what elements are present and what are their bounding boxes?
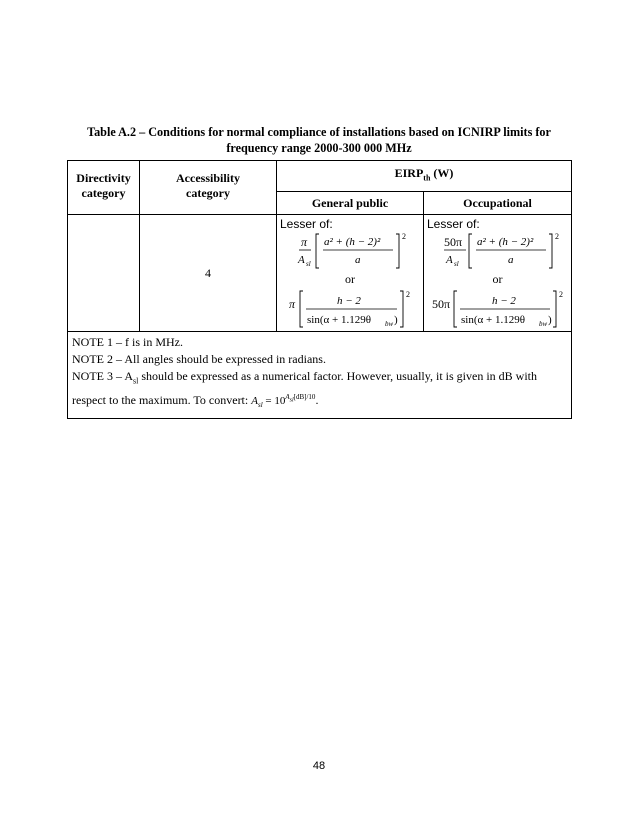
occupational-f1-den-sub: sl [454,260,459,268]
occupational-formula-1 [444,229,570,273]
general-f1-num: a² + (h − 2)² [324,236,381,248]
conversion-end: . [315,393,319,408]
conversion-lhs-sub: sl [257,401,263,410]
occupational-f2-coef: 50π [432,297,451,311]
note-1: NOTE 1 – f is in MHz. [72,335,183,349]
conditions-table [67,160,572,419]
conversion-eq: = 10 [262,395,286,408]
header-accessibility-line1: Accessibility [176,171,240,185]
header-eirp-main: EIRP [394,166,424,180]
occupational-f2-den-sub: bw [539,320,548,328]
conversion-exp-rest: [dB]/10 [293,393,316,402]
occupational-f1-den: a [508,254,514,266]
general-public-cell [277,215,424,332]
note-3-part-a: NOTE 3 – A [72,369,133,383]
caption-line-1: Table A.2 – Conditions for normal compliance of installations based on ICNIRP limits for [87,125,551,139]
general-f1-den: a [355,254,361,266]
header-accessibility-category [140,161,277,215]
page-number: 48 [312,760,326,772]
occupational-formula-2 [432,287,568,331]
note-3-convert-text: respect to the maximum. To convert: [72,393,252,408]
general-or-label: or [345,272,355,286]
occupational-f2-exp: 2 [559,290,563,299]
general-lesser-label: Lesser of: [280,217,333,231]
note-2: NOTE 2 – All angles should be expressed in radians. [72,352,326,366]
occupational-f1-exp: 2 [555,232,559,241]
occupational-f2-num: h − 2 [492,295,516,307]
header-occupational: Occupational [424,192,572,215]
conversion-lhs: A [251,395,258,408]
directivity-cell-empty [68,215,140,332]
general-formula-2 [287,287,417,331]
header-eirp-unit: (W) [430,166,454,180]
header-general-public: General public [277,192,424,215]
note-3-part-b: should be expressed as a numerical factor. However, usually, it is given in dB with [138,369,537,383]
occupational-f2-den: sin(α + 1.129θ [461,314,525,326]
note-3-continued [72,389,567,414]
general-f1-den-sub: sl [306,260,311,268]
occupational-lesser-label: Lesser of: [427,217,480,231]
general-f2-den: sin(α + 1.129θ [307,314,371,326]
occupational-f1-coef: 50π [444,235,463,249]
occupational-f1-num: a² + (h − 2)² [477,236,534,248]
table-caption [60,125,578,156]
general-f2-coef: π [289,297,296,311]
general-f1-exp: 2 [402,232,406,241]
header-directivity-category [68,161,140,215]
general-f2-exp: 2 [406,290,410,299]
header-accessibility-line2: category [186,186,230,200]
header-directivity-line2: category [81,186,126,200]
header-directivity-line1: Directivity [76,171,131,185]
accessibility-value: 4 [140,215,277,332]
occupational-or-label: or [492,272,503,286]
notes-cell [68,332,572,419]
header-eirp-sub: th [423,173,431,183]
general-f2-den-sub: bw [385,320,394,328]
note-3 [72,368,567,389]
note-3-sub: sl [133,376,139,386]
general-f2-den-close: ) [394,314,398,326]
general-f1-den-coef: A [298,254,305,266]
general-formula-1 [297,229,417,273]
general-f2-num: h − 2 [337,295,361,307]
conversion-exp-sub: sl [289,397,294,404]
caption-line-2: frequency range 2000-300 000 MHz [226,140,412,155]
conversion-formula [251,393,316,410]
general-f1-coef: π [301,235,308,249]
occupational-f2-den-close: ) [548,314,552,326]
occupational-cell [424,215,572,332]
occupational-f1-den-coef: A [446,254,453,266]
conversion-exp: A [285,393,290,402]
header-eirp [277,161,572,192]
